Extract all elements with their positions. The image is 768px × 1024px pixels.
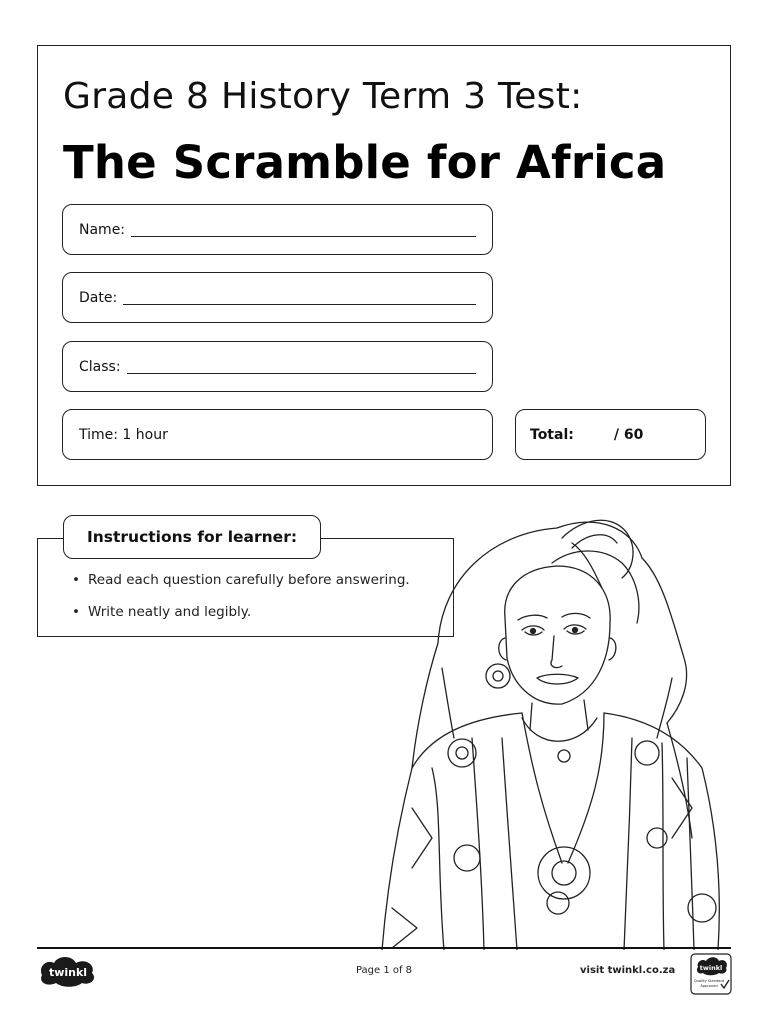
title-line-1: Grade 8 History Term 3 Test: (63, 76, 583, 117)
instruction-item (72, 604, 410, 636)
date-label: Date: (79, 289, 118, 306)
instruction-text: Write neatly and legibly. (88, 604, 252, 620)
name-field[interactable] (62, 204, 493, 255)
visit-link[interactable]: visit twinkl.co.za (580, 965, 676, 976)
quality-standard-badge-icon (690, 953, 732, 995)
footer-rule (37, 947, 731, 949)
class-write-line[interactable] (127, 373, 476, 374)
header-box (37, 45, 731, 486)
badge-title: twinkl (699, 964, 723, 972)
time-label: Time: 1 hour (79, 426, 168, 443)
date-write-line[interactable] (123, 304, 476, 305)
total-box (515, 409, 706, 460)
twinkl-logo-icon[interactable] (38, 955, 98, 987)
badge-line-1: Quality Standard (693, 979, 725, 983)
illustration-woman-drawing (372, 508, 728, 950)
class-label: Class: (79, 358, 121, 375)
instruction-item (72, 572, 410, 604)
time-field (62, 409, 493, 460)
logo-text: twinkl (48, 966, 88, 979)
total-label: Total: (530, 426, 574, 443)
title-line-2: The Scramble for Africa (63, 136, 667, 189)
bullet-icon: • (72, 572, 80, 588)
instruction-text: Read each question carefully before answering. (88, 572, 410, 588)
name-label: Name: (79, 221, 126, 238)
total-out-of: / 60 (613, 426, 644, 443)
instructions-heading: Instructions for learner: (63, 515, 321, 559)
name-write-line[interactable] (131, 236, 476, 237)
date-field[interactable] (62, 272, 493, 323)
class-field[interactable] (62, 341, 493, 392)
bullet-icon: • (72, 604, 80, 620)
page-number: Page 1 of 8 (355, 965, 413, 976)
badge-line-2: Approved (700, 984, 718, 988)
instructions-list (72, 572, 410, 636)
